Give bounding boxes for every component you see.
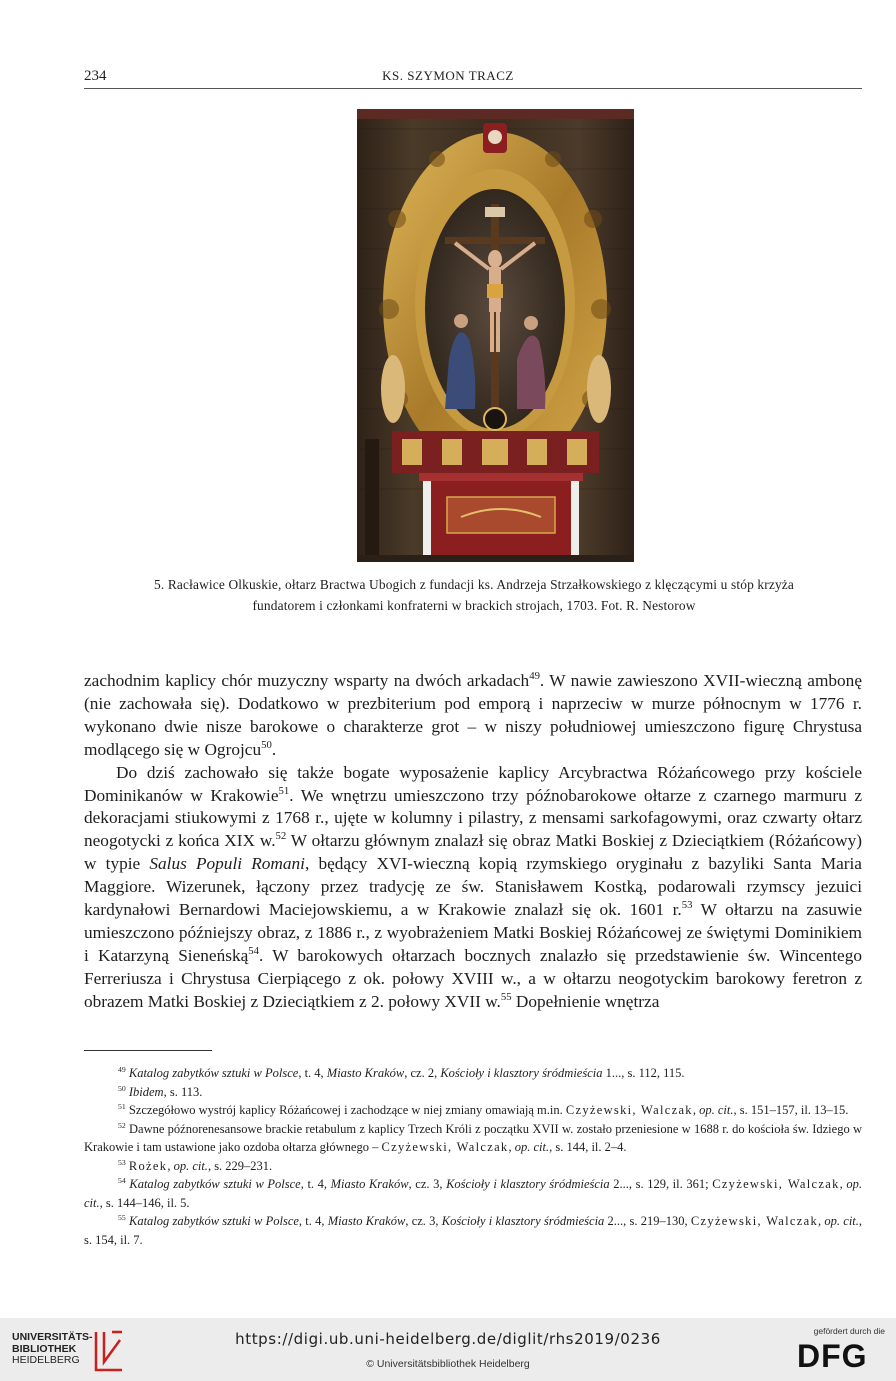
page-number: 234 bbox=[84, 68, 107, 84]
footnote-52: $^{52}$ Dawne późnorenesansowe brackie retabulum z kaplicy Trzech Króli z początku XVII w. zostało przeniesione w 1688 r. do kościoła św. Idziego w Krakowie i tam ustawione jako ozdoba ołtarza głównego – Czyżewski, Walczak, op. cit., s. 144, il. 2–4. bbox=[84, 1120, 862, 1154]
footnote-ref: 54 bbox=[248, 945, 259, 958]
body-text bbox=[84, 670, 862, 1014]
paragraph-2: Do dziś zachowało się także bogate wyposażenie kaplicy Arcybractwa Różańcowego przy kościele Dominikanów w Krakowie$^{51}$. We wnętrzu umieszczono trzy późnobarokowe ołtarze z czarnego marmuru z dekoracjami stiukowymi z 1768 r., ujęte w kolumny i pilastry, z mensami sarkofagowymi, oraz czwarty ołtarz neogotycki z końca XIX w.$^{52}$ W ołtarzu głównym znalazł się obraz Matki Boskiej z Dzieciątkiem (Różańcowy) w typie Salus Populi Romani, będący XVI-wieczną kopią rzymskiego oryginału z bazyliki Santa Maria Maggiore. Wizerunek, łączony przez tradycję ze św. Stanisławem Kostką, podarowali rzymscy jezuici kardynałowi Bernardowi Maciejowskiemu, a w Krakowie znalazł się ok. 1601 r.$^{53}$ W ołtarzu na zasuwie umieszczono późniejszy obraz, z 1886 r., z wyobrażeniem Matki Boskiej Różańcowej ze świętymi Dominikiem i Katarzyną Sieneńską$^{54}$. W barokowych ołtarzach bocznych znalazło się przedstawienie św. Wincentego Ferreriusza i Chrystusa Cierpiącego z ok. połowy XVIII w., a w ołtarzu neogotyckim barokowy feretron z obrazem Matki Boskiej z Dzieciątkiem z 2. połowy XVII w.$^{55}$ Dopełnienie wnętrza bbox=[84, 762, 863, 1011]
paragraph-1: zachodnim kaplicy chór muzyczny wsparty na dwóch arkadach$^{49}$. W nawie zawieszono XVII-wieczną ambonę (nie zachowała się). Dodatkowo w prezbiterium pod emporą i naprzeciw w murze północnym w 1776 r. wykonano dwie nisze barokowe o charakterze grot – w niszy południowej umieszczono figurę Chrystusa modlącego się w Ogrojcu$^{50}$. bbox=[84, 670, 862, 759]
footnote-55: $^{55}$ Katalog zabytków sztuki w Polsce, t. 4, Miasto Kraków, cz. 3, Kościoły i klasztory śródmieścia 2..., s. 219–130, Czyżewski, Walczak, op. cit., s. 154, il. 7. bbox=[84, 1212, 863, 1247]
footnote-50: $^{50}$ Ibidem, s. 113. bbox=[118, 1083, 203, 1099]
footnotes bbox=[84, 1064, 862, 1249]
running-title: KS. SZYMON TRACZ bbox=[382, 68, 514, 83]
footer-bar bbox=[0, 1318, 896, 1381]
caption-line-2: fundatorem i członkami konfraterni w brackich strojach, 1703. Fot. R. Nestorow bbox=[252, 598, 696, 613]
footnote-ref: 53 bbox=[681, 899, 693, 912]
dfg-wordmark: DFG bbox=[797, 1338, 868, 1374]
caption-line-1: 5. Racławice Olkuskie, ołtarz Bractwa Ubogich z fundacji ks. Andrzeja Strzałkowskiego z klęczącymi u stóp krzyża bbox=[154, 577, 794, 592]
footnote-51: $^{51}$ Szczegółowo wystrój kaplicy Różańcowej i zachodzące w niej zmiany omawiają m.in. Czyżewski, Walczak, op. cit., s. 151–157, il. 13–15. bbox=[118, 1101, 849, 1117]
figure-caption bbox=[110, 574, 838, 616]
footnote-54: $^{54}$ Katalog zabytków sztuki w Polsce, t. 4, Miasto Kraków, cz. 3, Kościoły i klasztory śródmieścia 2..., s. 129, il. 361; Czyżewski, Walczak, op. cit., s. 144–146, il. 5. bbox=[84, 1175, 863, 1210]
footnote-ref: 51 bbox=[278, 784, 290, 797]
footnote-53: $^{53}$ Rożek, op. cit., s. 229–231. bbox=[118, 1157, 273, 1173]
footnote-ref: 52 bbox=[275, 830, 287, 843]
dfg-logo[interactable] bbox=[797, 1326, 889, 1376]
library-name: UNIVERSITÄTS- BIBLIOTHEK HEIDELBERG bbox=[12, 1331, 93, 1366]
funding-label: gefördert durch die bbox=[813, 1326, 885, 1336]
footnote-ref: 49 bbox=[529, 670, 540, 683]
copyright-notice: © Universitätsbibliothek Heidelberg bbox=[366, 1358, 530, 1370]
footnote-separator bbox=[84, 1050, 212, 1051]
italic-title: Salus Populi Romani bbox=[149, 854, 305, 874]
altar-photograph bbox=[357, 109, 634, 562]
footnote-ref: 55 bbox=[500, 990, 512, 1003]
footnote-ref: 50 bbox=[261, 738, 272, 751]
footnote-49: $^{49}$ Katalog zabytków sztuki w Polsce, t. 4, Miasto Kraków, cz. 2, Kościoły i klasztory śródmieścia 1..., s. 112, 115. bbox=[118, 1064, 685, 1080]
header-rule bbox=[84, 88, 862, 89]
permalink-url[interactable]: https://digi.ub.uni-heidelberg.de/diglit/rhs2019/0236 bbox=[235, 1330, 661, 1348]
